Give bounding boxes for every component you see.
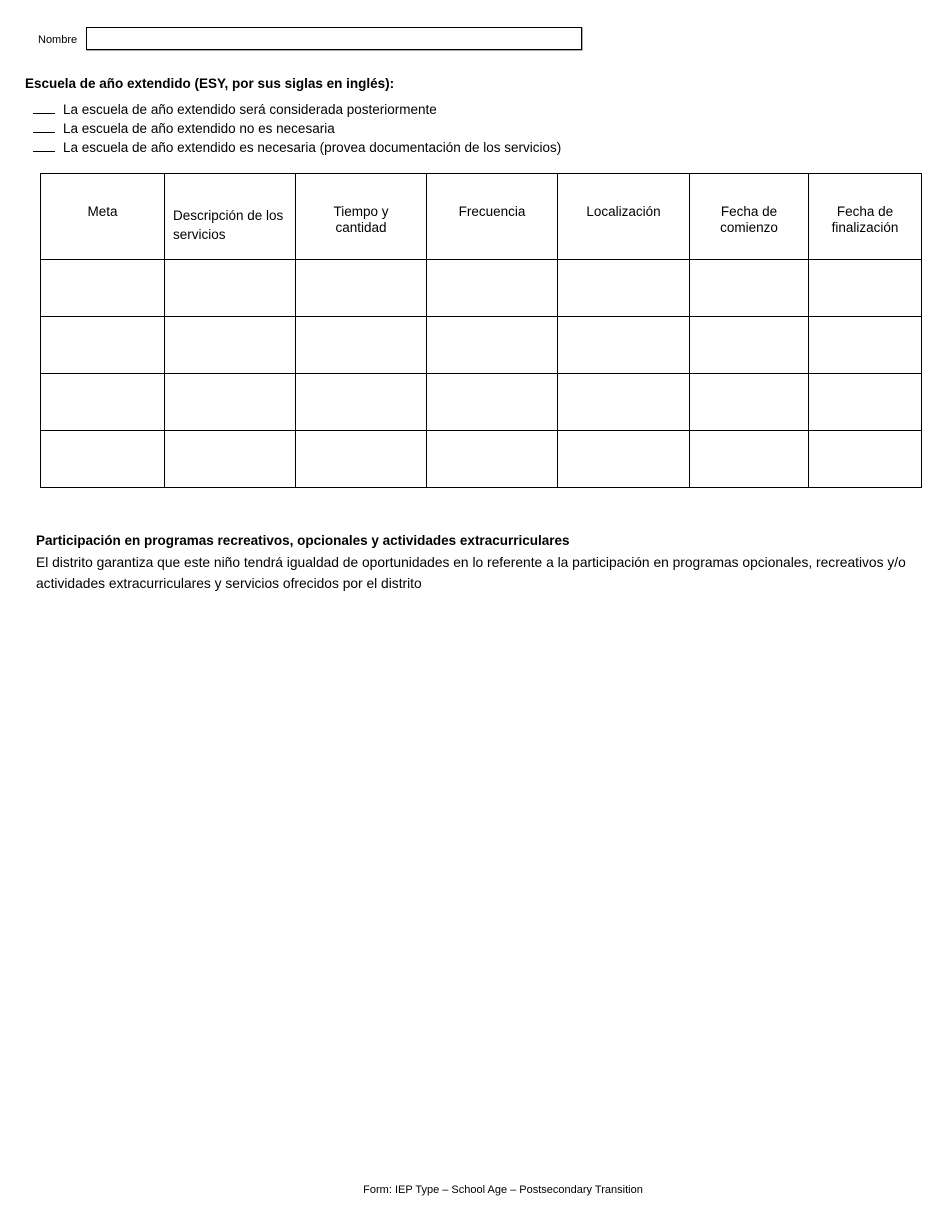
esy-option-later	[33, 98, 561, 117]
table-cell[interactable]	[296, 317, 427, 374]
esy-option-needed	[33, 136, 561, 155]
table-cell[interactable]	[165, 260, 296, 317]
participation-title: Participación en programas recreativos, opcionales y actividades extracurriculares	[36, 533, 570, 548]
form-footer: Form: IEP Type – School Age – Postsecondary Transition	[363, 1184, 643, 1196]
header-frecuencia: Frecuencia	[427, 174, 558, 260]
esy-options	[33, 98, 561, 155]
table-row	[41, 431, 922, 488]
table-header-row	[41, 174, 922, 260]
header-descripcion: Descripción de los servicios	[165, 174, 296, 260]
esy-option-not-needed-label: La escuela de año extendido no es necesaria	[63, 121, 335, 136]
table-cell[interactable]	[427, 431, 558, 488]
table-cell[interactable]	[558, 374, 690, 431]
header-localizacion: Localización	[558, 174, 690, 260]
table-cell[interactable]	[690, 317, 809, 374]
services-table	[40, 173, 922, 488]
table-cell[interactable]	[558, 260, 690, 317]
esy-option-not-needed	[33, 117, 561, 136]
participation-section	[36, 533, 926, 594]
esy-option-later-blank[interactable]	[33, 112, 55, 114]
header-fecha-comienzo: Fecha de comienzo	[690, 174, 809, 260]
table-cell[interactable]	[165, 431, 296, 488]
participation-body: El distrito garantiza que este niño tendrá igualdad de oportunidades en lo referente a la participación en programas opcionales, recreativos y/o actividades extracurriculares y servicios ofrecidos por el distrito	[36, 555, 906, 591]
name-input[interactable]	[86, 27, 582, 50]
header-meta: Meta	[41, 174, 165, 260]
table-cell[interactable]	[427, 317, 558, 374]
table-cell[interactable]	[690, 260, 809, 317]
table-cell[interactable]	[690, 374, 809, 431]
table-cell[interactable]	[427, 260, 558, 317]
header-tiempo: Tiempo y cantidad	[296, 174, 427, 260]
table-cell[interactable]	[41, 317, 165, 374]
table-cell[interactable]	[296, 431, 427, 488]
table-cell[interactable]	[296, 374, 427, 431]
header-fecha-finalizacion: Fecha de finalización	[809, 174, 922, 260]
table-cell[interactable]	[809, 374, 922, 431]
table-row	[41, 374, 922, 431]
table-cell[interactable]	[809, 431, 922, 488]
esy-option-not-needed-blank[interactable]	[33, 131, 55, 133]
table-cell[interactable]	[41, 260, 165, 317]
table-cell[interactable]	[41, 374, 165, 431]
table-cell[interactable]	[558, 431, 690, 488]
table-cell[interactable]	[41, 431, 165, 488]
table-cell[interactable]	[427, 374, 558, 431]
table-cell[interactable]	[165, 374, 296, 431]
name-row	[38, 27, 582, 50]
table-cell[interactable]	[809, 260, 922, 317]
table-row	[41, 260, 922, 317]
esy-heading: Escuela de año extendido (ESY, por sus siglas en inglés):	[25, 76, 395, 91]
table-cell[interactable]	[690, 431, 809, 488]
esy-option-later-label: La escuela de año extendido será considerada posteriormente	[63, 102, 437, 117]
esy-option-needed-blank[interactable]	[33, 150, 55, 152]
esy-option-needed-label: La escuela de año extendido es necesaria (provea documentación de los servicios)	[63, 140, 562, 155]
table-cell[interactable]	[558, 317, 690, 374]
table-row	[41, 317, 922, 374]
table-cell[interactable]	[809, 317, 922, 374]
table-cell[interactable]	[296, 260, 427, 317]
table-cell[interactable]	[165, 317, 296, 374]
name-label: Nombre	[38, 34, 78, 46]
